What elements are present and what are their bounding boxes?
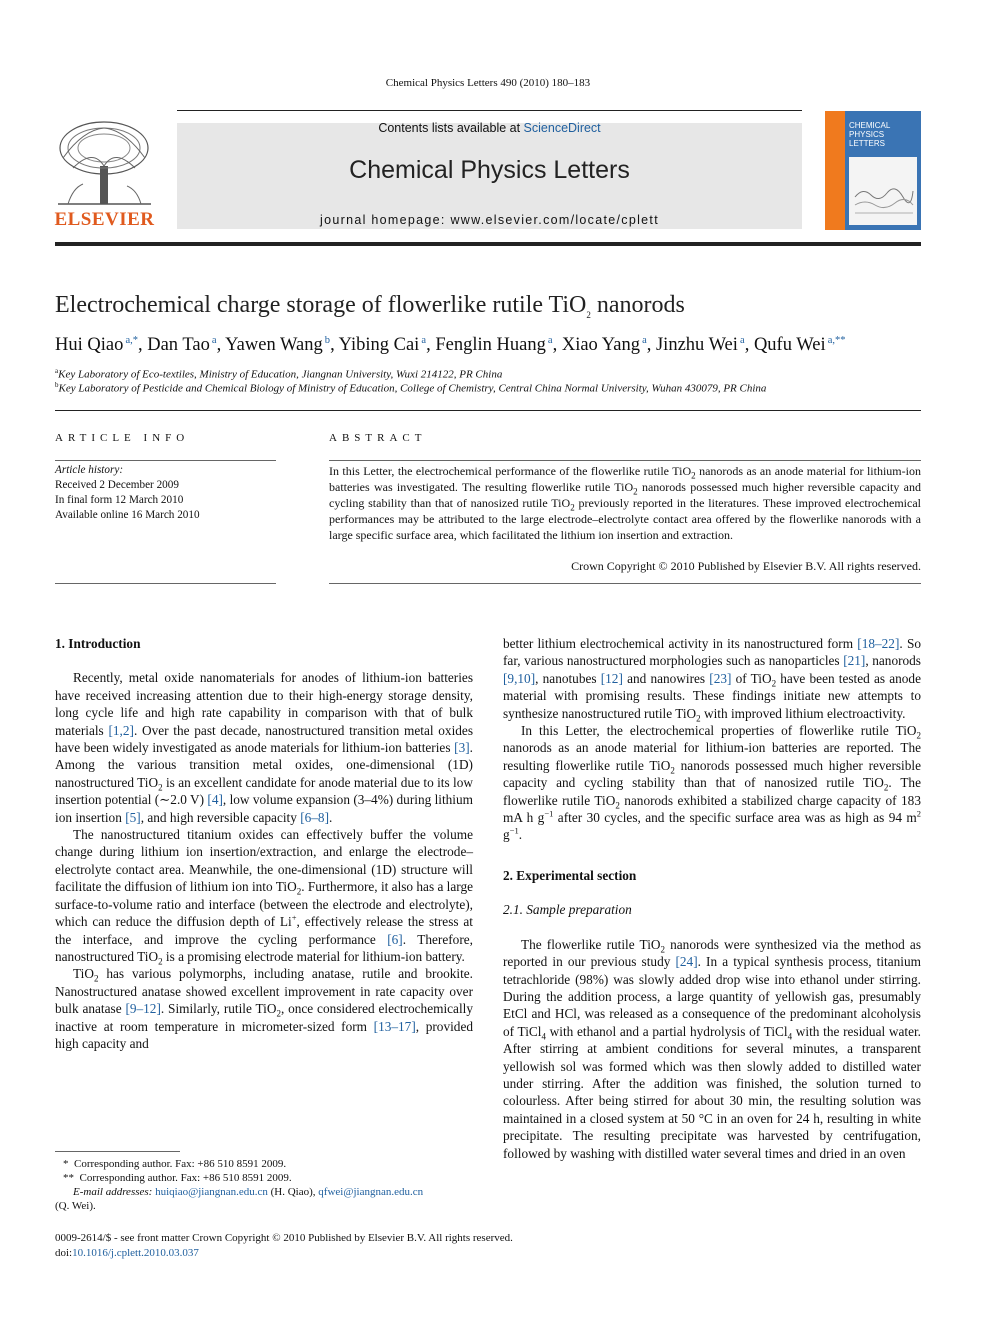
email-wei-link[interactable]: qfwei@jiangnan.edu.cn xyxy=(318,1186,424,1198)
journal-title: Chemical Physics Letters xyxy=(349,156,630,184)
footnote-corresponding-1: * Corresponding author. Fax: +86 510 8591 2009. xyxy=(63,1158,287,1170)
author-name: Hui Qiao xyxy=(55,335,124,356)
article-info-rule xyxy=(55,460,276,461)
author-name: Yibing Cai xyxy=(338,335,420,356)
final-form-date: In final form 12 March 2010 xyxy=(55,494,184,506)
abstract-copyright: Crown Copyright © 2010 Published by Elsevier B.V. All rights reserved. xyxy=(571,559,921,573)
introduction-heading: 1. Introduction xyxy=(55,636,141,651)
contents-line xyxy=(177,121,802,135)
cover-strip xyxy=(825,111,845,230)
author-list: Hui Qiao $^{a,*}$, Dan Tao $^a$, Yawen Wang $^b$, Yibing Cai $^a$, Fenglin Huang $^a$, Xiao Yang $^a$, Jinzhu Wei $^a$, Qufu Wei $^{a,**}$ xyxy=(55,335,846,356)
abstract-rule xyxy=(329,460,921,461)
affiliation-rule xyxy=(55,410,921,411)
abstract-bottom-rule xyxy=(329,583,921,584)
right-column xyxy=(503,635,921,1162)
author-mark[interactable]: a,** xyxy=(825,335,846,346)
paragraph: The nanostructured titanium oxides can effectively buffer the volume change during lithium ion insertion/extraction, and enlarge the electrode–electrolyte contact area. Meanwhile, the one-dimensional (1D) structure will facilitate the diffusion of lithium ion into TiO$_2$. Furthermore, it also has a large surface-to-volume ratio and interface (between the electrode and electrolyte), which can reduce the diffusion depth of Li+, effectively release the stress at the interface, and improve the cycling performance [6]. Therefore, nanostructured TiO$_2$ is a promising electrode material for lithium-ion battery. xyxy=(55,827,474,967)
journal-reference: Chemical Physics Letters 490 (2010) 180–183 xyxy=(385,77,591,89)
doi-link[interactable]: 10.1016/j.cplett.2010.03.037 xyxy=(72,1246,199,1259)
affiliation-a xyxy=(55,367,502,381)
journal-cover xyxy=(825,111,921,230)
footnote-text: Corresponding author. Fax: +86 510 8591 2009. xyxy=(79,1172,292,1184)
author-mark[interactable]: b xyxy=(322,335,331,346)
title-text: Electrochemical charge storage of flowerlike rutile TiO xyxy=(55,292,587,318)
affiliation-b xyxy=(55,381,766,395)
header-bottom-rule xyxy=(55,242,921,246)
cover-graphic xyxy=(849,157,917,225)
email-label: E-mail addresses: xyxy=(73,1186,153,1198)
author-mark[interactable]: a xyxy=(639,335,647,346)
contents-prefix: Contents lists available at xyxy=(378,121,524,135)
header-top-rule xyxy=(177,110,802,111)
author-mark[interactable]: a xyxy=(419,335,427,346)
issn-line: 0009-2614/$ - see front matter Crown Copyright © 2010 Published by Elsevier B.V. All rights reserved. xyxy=(55,1232,513,1244)
author-name: Yawen Wang xyxy=(225,335,323,356)
affiliation-text: Key Laboratory of Eco-textiles, Ministry of Education, Jiangnan University, Wuxi 214122, PR China xyxy=(58,368,503,381)
email-qiao-name: (H. Qiao), xyxy=(270,1186,316,1198)
article-history xyxy=(55,463,276,523)
elsevier-tree-icon xyxy=(53,118,156,208)
author-name: Fenglin Huang xyxy=(435,335,546,356)
paragraph: better lithium electrochemical activity in its nanostructured form [18–22]. So far, various nanostructured morphologies such as nanoparticles [21], nanorods [9,10], nanotubes [12] and nanowires [23] of TiO$_2$ have been tested as anode material with promising results. These findings initiate new attempts to synthesize nanostructured rutile TiO$_2$ with improved lithium electroactivity. xyxy=(503,636,921,724)
author-name: Jinzhu Wei xyxy=(655,335,738,356)
paragraph: Recently, metal oxide nanomaterials for anodes of lithium-ion batteries have received increasing attention due to their high-energy storage density, long cycle life and high rate capability in comparison with that of bulk materials [1,2]. Over the past decade, nanostructured transition metal oxides have been widely investigated as anode materials for lithium-ion batteries [3]. Among the various transition metal oxides, one-dimensional (1D) nanostructured TiO$_2$ is an excellent candidate for anode material due to its low insertion potential (∼2.0 V) [4], low volume expansion (3–4%) during lithium ion insertion [5], and high reversible capacity [6–8]. xyxy=(55,670,474,825)
history-label: Article history: xyxy=(55,464,124,476)
journal-homepage[interactable]: journal homepage: www.elsevier.com/locate/cplett xyxy=(320,213,659,227)
author-mark[interactable]: a xyxy=(737,335,745,346)
article-info-bottom-rule xyxy=(55,583,276,584)
footnotes xyxy=(55,1157,473,1213)
online-date: Available online 16 March 2010 xyxy=(55,509,200,521)
cover-chart-icon xyxy=(849,157,917,225)
experimental-heading: 2. Experimental section xyxy=(503,867,637,883)
affiliation-mark: b xyxy=(55,381,59,389)
abstract-text: In this Letter, the electrochemical performance of the flowerlike rutile TiO$_2$ nanorods as an anode material for lithium-ion batteries was investigated. The resulting flowerlike rutile TiO$_2$ nanorods possessed much higher reversible capacity and cycling stability than that of nanosized rutile TiO$_2$ previously reported in the literatures. These improved electrochemical performances may be attributed to the large electrode–electrolyte contact area offered by the flowerlike nanorods with a large specific surface area, which facilitated the lithium ion insertion and extraction. xyxy=(329,464,922,542)
sample-preparation-heading: 2.1. Sample preparation xyxy=(503,902,632,918)
article-title xyxy=(55,292,685,319)
footnote-corresponding-2: ** Corresponding author. Fax: +86 510 8591 2009. xyxy=(63,1172,292,1184)
author-mark[interactable]: a xyxy=(545,335,553,346)
footnote-text: Corresponding author. Fax: +86 510 8591 2009. xyxy=(74,1158,287,1170)
doi-line xyxy=(55,1246,513,1261)
cover-title: CHEMICAL PHYSICS LETTERS xyxy=(849,121,891,148)
paragraph: The flowerlike rutile TiO$_2$ nanorods were synthesized via the method as reported in our previous study [24]. In a typical synthesis process, titanium tetrachloride (98%) was slowly added drop wise into ethanol under stirring. During the addition process, a large quantity of yellowish gas, presumably EtCl and HCl, was released as a consequence of the predominant alcoholysis of TiCl$_4$ with ethanol and a partial hydrolysis of TiCl$_4$ with the residual water. After stirring at ambient conditions for several minutes, a transparent yellowish sol was formed which was then slowly added to distilled water under stirring. After the addition was finished, the solution turned to colourless. After being stirred for about 30 min, the resulting solution was maintained in a closed system at 50 °C in an oven for 24 h, resulting in white precipitate. The resulting precipitate was harvested by centrifugation, followed by washing with distilled water several times and dried in an oven xyxy=(503,936,922,1161)
sciencedirect-link[interactable]: ScienceDirect xyxy=(523,121,601,135)
author-name: Dan Tao xyxy=(147,335,210,356)
left-column xyxy=(55,635,473,1052)
author-name: Qufu Wei xyxy=(753,335,826,356)
abstract-heading: ABSTRACT xyxy=(329,432,427,444)
affiliation-mark: a xyxy=(55,367,59,375)
title-suffix: nanorods xyxy=(590,292,685,318)
affiliation-text: Key Laboratory of Pesticide and Chemical Biology of Ministry of Education, College of Chemistry, Central China Normal University, Wuhan 430079, PR China xyxy=(58,382,767,395)
doi-prefix: doi: xyxy=(55,1246,73,1259)
paragraph: In this Letter, the electrochemical properties of flowerlike rutile TiO$_2$ nanorods as an anode material for lithium-ion batteries are reported. The resulting flowerlike rutile TiO$_2$ nanorods possessed much higher reversible capacity and cycling stability than that of nanosized rutile TiO$_2$. The flowerlike rutile TiO$_2$ nanorods exhibited a stabilized charge capacity of 183 mA h $g^{-1}$ after 30 cycles, and the specific surface area was as high as 94 $m^2$ $g^{-1}$. xyxy=(503,723,921,843)
bottom-metadata xyxy=(55,1231,513,1260)
footnote-emails xyxy=(55,1185,473,1199)
author-mark[interactable]: a xyxy=(209,335,217,346)
author-mark[interactable]: a,* xyxy=(123,335,138,346)
author-name: Xiao Yang xyxy=(561,335,640,356)
elsevier-logo xyxy=(53,118,156,208)
footnote-email-tail: (Q. Wei). xyxy=(55,1200,96,1212)
email-qiao-link[interactable]: huiqiao@jiangnan.edu.cn xyxy=(155,1186,268,1198)
received-date: Received 2 December 2009 xyxy=(55,479,179,491)
footnote-rule xyxy=(55,1151,180,1152)
paragraph: TiO$_2$ has various polymorphs, including anatase, rutile and brookite. Nanostructured anatase showed excellent improvement in rate capacity over bulk anatase [9–12]. Similarly, rutile TiO$_2$, once considered electrochemically inactive at room temperature in micrometer-sized form [13–17], provided high capacity and xyxy=(55,966,473,1051)
article-info-heading: ARTICLE INFO xyxy=(55,432,190,444)
title-subscript: 2 xyxy=(586,309,591,320)
elsevier-wordmark: ELSEVIER xyxy=(54,209,155,230)
